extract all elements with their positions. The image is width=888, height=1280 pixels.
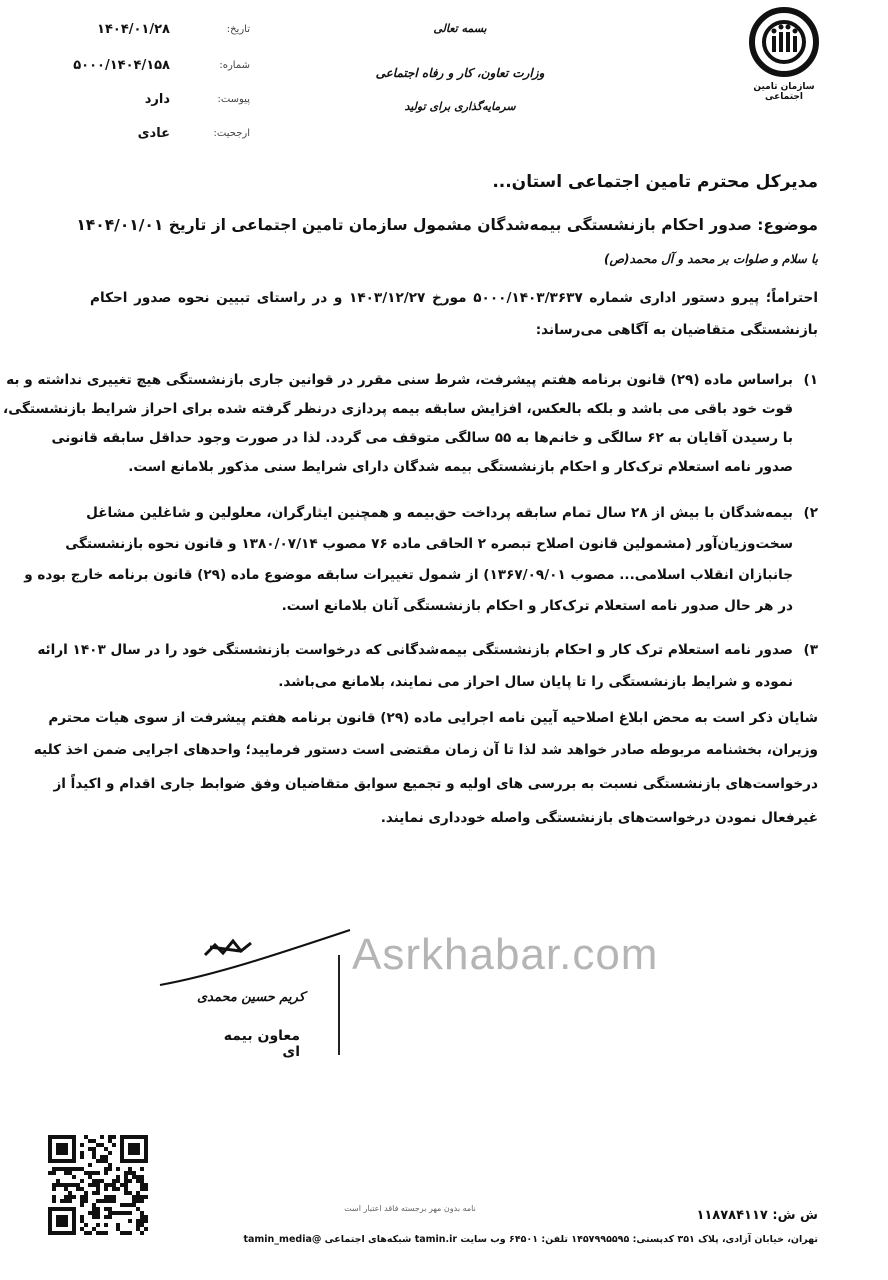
intro-line: احتراماً؛ پیرو دستور اداری شماره ۵۰۰۰/۱۴۰۳/۳۶۳۷ مورخ ۱۴۰۳/۱۲/۲۷ و در راستای تبیین نحوه صدور احکام [90, 290, 818, 306]
item-line: قوت خود باقی می باشد و بلکه بالعکس، افزایش سابقه بیمه پردازی درنظر گرفته شده برای احراز شرایط بازنشستگی، [3, 401, 793, 417]
closing-line: شایان ذکر است به محض ابلاغ اصلاحیه آیین نامه اجرایی ماده (۲۹) قانون برنامه هفتم پیشرفت از سوی هیات محترم [48, 710, 818, 726]
closing-line: وزیران، بخشنامه مربوطه صادر خواهد شد لذا تا آن زمان مقتضی است دستور فرمایید؛ واحدهای اجرایی ضمن اخذ کلیه [33, 742, 818, 758]
signature-stroke [338, 955, 340, 1055]
greeting: با سلام و صلوات بر محمد و آل محمد(ص) [604, 252, 818, 266]
item-line: صدور نامه استعلام ترک‌کار و احکام بازنشستگی بیمه شدگان دارای شرایط سنی مذکور بلامانع است. [128, 459, 793, 475]
item-line: سخت‌وزیان‌آور (مشمولین قانون اصلاح تبصره ۲ الحاقی ماده ۷۶ مصوب ۱۳۸۰/۰۷/۱۴ و قانون نحوه بازنشستگی [65, 536, 793, 552]
slogan: سرمایه‌گذاری برای تولید [404, 100, 516, 113]
logo-emblem-icon [748, 6, 820, 78]
item-number: ۳) [803, 642, 818, 658]
item-line: جانبازان انقلاب اسلامی... مصوب ۱۳۶۷/۰۹/۰۱) از شمول تغییرات سابقه موضوع ماده (۲۹) قانون برنامه خارج بوده و [24, 567, 793, 583]
item-line: بیمه‌شدگان با بیش از ۲۸ سال تمام سابقه پرداخت حق‌بیمه و همچنین ایثارگران، معلولین و شاغلین مشاغل [86, 505, 793, 521]
logo-org-name: سازمان تامین اجتماعی [753, 82, 815, 102]
meta-value: ۵۰۰۰/۱۴۰۴/۱۵۸ [73, 58, 170, 73]
validity-notice: نامه بدون مهر برجسته فاقد اعتبار است [344, 1204, 476, 1213]
meta-value: دارد [144, 92, 170, 107]
closing-line: غیرفعال نمودن درخواست‌های بازنشستگی واصله خودداری نمایند. [380, 810, 818, 826]
item-line: با رسیدن آقایان به ۶۲ سالگی و خانم‌ها به ۵۵ سالگی متوقف می گردد. لذا در صورت وجود حداقل سابقه قانونی [51, 430, 793, 446]
subject: موضوع: صدور احکام بازنشستگی بیمه‌شدگان مشمول سازمان تامین اجتماعی از تاریخ ۱۴۰۴/۰۱/۰۱ [76, 216, 818, 234]
item-line: صدور نامه استعلام ترک کار و احکام بازنشستگی بیمه‌شدگانی که درخواست بازنشستگی خود را در سال ۱۴۰۳ ارائه [37, 642, 793, 658]
signatory-name: کریم حسین محمدی [196, 990, 305, 1005]
signatory-title: معاون بیمه ای [223, 1028, 300, 1060]
basmala: بسمه تعالی [433, 22, 487, 35]
intro-line: بازنشستگی متقاضیان به آگاهی می‌رساند: [535, 322, 818, 338]
watermark: Asrkhabar.com [352, 930, 659, 979]
signature-mark [155, 925, 355, 999]
item-number: ۱) [803, 372, 818, 388]
organization-logo [748, 6, 820, 106]
item-line: در هر حال صدور نامه استعلام ترک‌کار و احکام بازنشستگی آنان بلامانع است. [281, 598, 793, 614]
meta-value: ۱۴۰۴/۰۱/۲۸ [97, 22, 170, 37]
item-number: ۲) [803, 505, 818, 521]
meta-label: پیوست: [217, 94, 250, 105]
footer-address: تهران، خیابان آزادی، پلاک ۳۵۱ کدپستی: ۱۴۵۷۹۹۵۵۹۵ تلفن: ۶۴۵۰۱ وب سایت tamin.ir شبکه‌های اجتماعی @tamin_media [243, 1234, 818, 1245]
ministry-name: وزارت تعاون، کار و رفاه اجتماعی [375, 66, 545, 80]
qr-code[interactable] [48, 1135, 148, 1235]
recipient: مدیرکل محترم تامین اجتماعی استان... [492, 172, 818, 192]
meta-label: تاریخ: [226, 24, 250, 35]
closing-line: درخواست‌های بازنشستگی نسبت به بررسی های اولیه و تجمیع سوابق متقاضیان وفق ضوابط جاری اقدام و اکیداً از [53, 776, 818, 792]
meta-label: شماره: [219, 60, 250, 71]
national-id: ش ش: ۱۱۸۷۸۴۱۱۷ [696, 1208, 818, 1223]
item-line: نموده و شرایط بازنشستگی را تا پایان سال احراز می نمایند، بلامانع می‌باشد. [278, 674, 793, 690]
qr-code-icon [48, 1135, 148, 1235]
item-line: براساس ماده (۲۹) قانون برنامه هفتم پیشرفت، شرط سنی مقرر در قوانین جاری بازنشستگی هیچ تغییری نداشته و به [6, 372, 793, 388]
meta-label: ارجحیت: [213, 128, 250, 139]
meta-value: عادی [137, 126, 170, 141]
